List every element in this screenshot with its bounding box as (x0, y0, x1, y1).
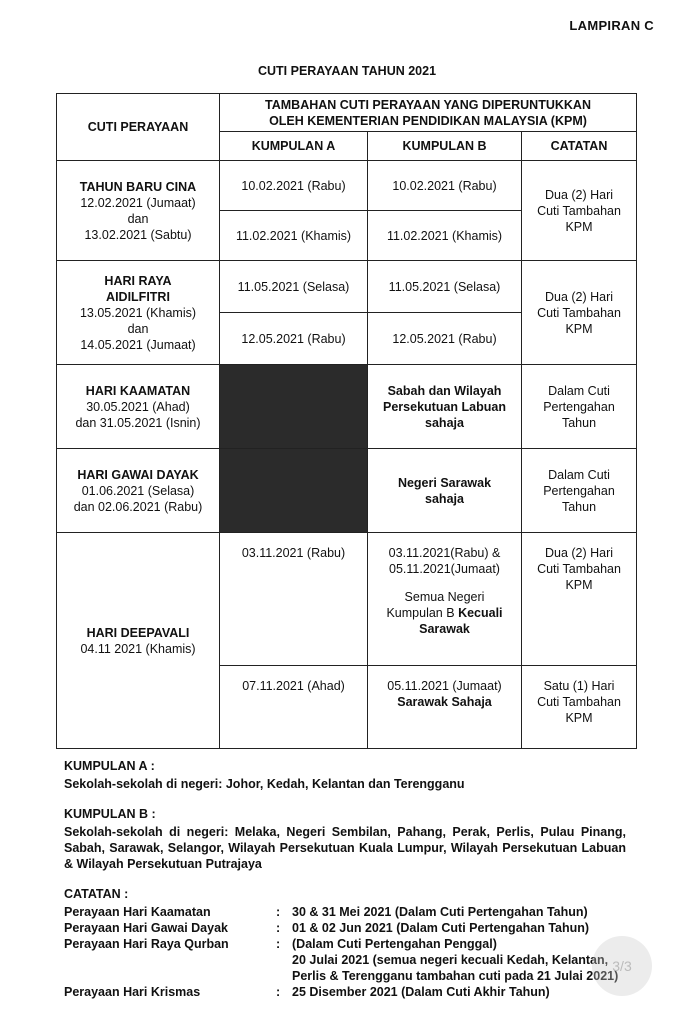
raya-b2: 12.05.2021 (Rabu) (368, 313, 522, 365)
cny-b2: 11.02.2021 (Khamis) (368, 211, 522, 261)
raya-note: Dua (2) Hari Cuti Tambahan KPM (522, 261, 637, 365)
gawai-b: Negeri Sarawak sahaja (368, 449, 522, 533)
catatan-label: Perayaan Hari Gawai Dayak (64, 921, 228, 935)
catatan-value: (Dalam Cuti Pertengahan Penggal) (292, 937, 497, 951)
kaamatan-b: Sabah dan Wilayah Persekutuan Labuan sahaja (368, 365, 522, 449)
catatan-label: Perayaan Hari Kaamatan (64, 905, 211, 919)
notes-section (64, 758, 644, 1000)
kumpulan-b-text: Sekolah-sekolah di negeri: Melaka, Negeri Sembilan, Pahang, Perak, Perlis, Pulau Pinang, Sabah, Sarawak, Selangor, Wilayah Persekutuan Kuala Lumpur, Wilayah Persekutuan Labuan & Wilayah Persekutuan Putrajaya (64, 825, 626, 871)
raya-a2: 12.05.2021 (Rabu) (220, 313, 368, 365)
cny-b1: 10.02.2021 (Rabu) (368, 161, 522, 211)
header-tambahan: TAMBAHAN CUTI PERAYAAN YANG DIPERUNTUKKAN OLEH KEMENTERIAN PENDIDIKAN MALAYSIA (KPM) (220, 94, 637, 132)
catatan-list: Perayaan Hari Kaamatan : 30 & 31 Mei 2021 (Dalam Cuti Pertengahan Tahun) Perayaan Hari Gawai Dayak : 01 & 02 Jun 2021 (Dalam Cuti Pertengahan Tahun) Perayaan Hari Raya Qurban : (Dalam Cuti Pertengahan Penggal) 20 Julai 2021 (semua negeri kecuali Kedah, Kelantan, Perlis & Terengganu tambahan cuti pada 21 Julai 2021) Perayaan Hari Krismas : 25 Disember 2021 (Dalam Cuti Akhir Tahun) (64, 904, 644, 1000)
kumpulan-a-text: Sekolah-sekolah di negeri: Johor, Kedah, Kelantan dan Terengganu (64, 777, 465, 791)
holiday-table (56, 93, 637, 749)
kaamatan-note: Dalam Cuti Pertengahan Tahun (522, 365, 637, 449)
lampiran-label: LAMPIRAN C (569, 18, 654, 33)
page-title: CUTI PERAYAAN TAHUN 2021 (257, 64, 437, 78)
kumpulan-b-heading: KUMPULAN B : (64, 807, 156, 821)
header-kumpulan-b: KUMPULAN B (368, 132, 522, 161)
deepavali-a1: 03.11.2021 (Rabu) (220, 533, 368, 666)
deepavali-note1: Dua (2) Hari Cuti Tambahan KPM (522, 533, 637, 666)
gawai-a-blocked (220, 449, 368, 533)
catatan-heading: CATATAN : (64, 887, 129, 901)
cny-cell: TAHUN BARU CINA 12.02.2021 (Jumaat) dan 13.02.2021 (Sabtu) (57, 161, 220, 261)
deepavali-cell: HARI DEEPAVALI 04.11 2021 (Khamis) (57, 533, 220, 749)
catatan-value: Perlis & Terengganu tambahan cuti pada 21 Julai 2021) (292, 969, 619, 983)
gawai-note: Dalam Cuti Pertengahan Tahun (522, 449, 637, 533)
header-cuti-perayaan: CUTI PERAYAAN (57, 94, 220, 161)
cny-a2: 11.02.2021 (Khamis) (220, 211, 368, 261)
cny-a1: 10.02.2021 (Rabu) (220, 161, 368, 211)
raya-cell: HARI RAYA AIDILFITRI 13.05.2021 (Khamis) dan 14.05.2021 (Jumaat) (57, 261, 220, 365)
raya-b1: 11.05.2021 (Selasa) (368, 261, 522, 313)
catatan-label: Perayaan Hari Raya Qurban (64, 937, 229, 951)
catatan-label: Perayaan Hari Krismas (64, 985, 201, 999)
page-indicator: 3/3 (592, 936, 652, 996)
catatan-value: 01 & 02 Jun 2021 (Dalam Cuti Pertengahan Tahun) (292, 921, 590, 935)
cny-note: Dua (2) Hari Cuti Tambahan KPM (522, 161, 637, 261)
deepavali-a2: 07.11.2021 (Ahad) (220, 666, 368, 749)
gawai-cell: HARI GAWAI DAYAK 01.06.2021 (Selasa) dan 02.06.2021 (Rabu) (57, 449, 220, 533)
kaamatan-a-blocked (220, 365, 368, 449)
header-catatan: CATATAN (522, 132, 637, 161)
raya-a1: 11.05.2021 (Selasa) (220, 261, 368, 313)
catatan-value: 25 Disember 2021 (Dalam Cuti Akhir Tahun) (292, 985, 550, 999)
catatan-value: 20 Julai 2021 (semua negeri kecuali Kedah, Kelantan, (292, 953, 609, 967)
header-kumpulan-a: KUMPULAN A (220, 132, 368, 161)
deepavali-b2: 05.11.2021 (Jumaat) Sarawak Sahaja (368, 666, 522, 749)
catatan-value: 30 & 31 Mei 2021 (Dalam Cuti Pertengahan Tahun) (292, 905, 588, 919)
deepavali-note2: Satu (1) Hari Cuti Tambahan KPM (522, 666, 637, 749)
deepavali-b1: 03.11.2021(Rabu) & 05.11.2021(Jumaat) Semua Negeri Kumpulan B Kecuali Sarawak (368, 533, 522, 666)
kumpulan-a-heading: KUMPULAN A : (64, 759, 155, 773)
kaamatan-cell: HARI KAAMATAN 30.05.2021 (Ahad) dan 31.05.2021 (Isnin) (57, 365, 220, 449)
